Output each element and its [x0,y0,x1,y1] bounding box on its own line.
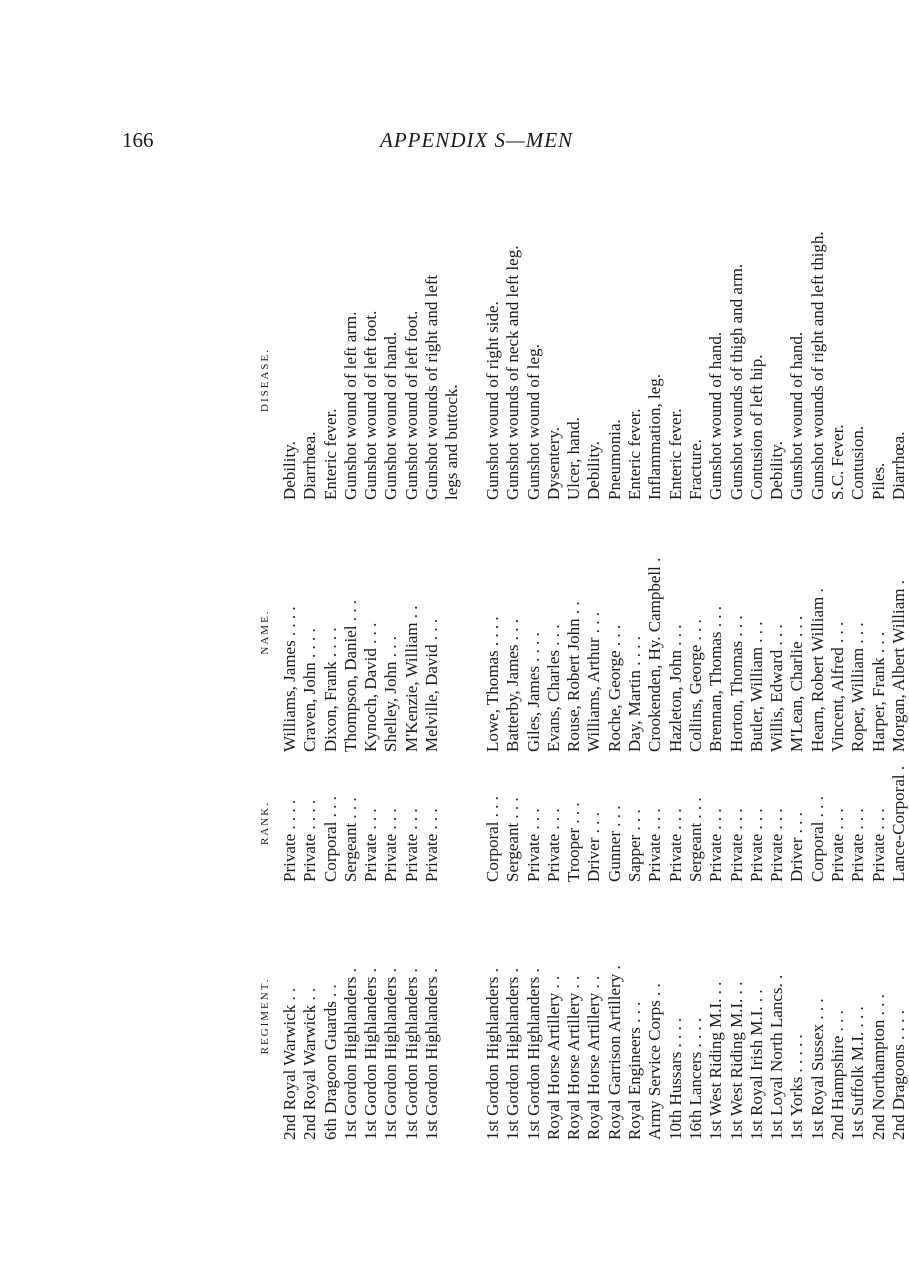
regiment-cell: 1st Gordon Highlanders . [523,968,543,1140]
rank-cell: Private . . . [543,808,563,882]
rank-cell: Lance-Corporal . [888,765,908,882]
disease-cell: Ulcer, hand. [564,417,584,500]
regiment-cell: 1st Suffolk M.I. . . . [848,1006,868,1140]
disease-cell: legs and buttock. [442,384,462,500]
regiment-cell: 2nd Dragoons . . . . [888,1010,908,1140]
disease-cell: Gunshot wounds of thigh and arm. [726,263,746,500]
name-cell [442,512,462,752]
name-cell: Lowe, Thomas . . . . [482,616,502,752]
name-cell: Craven, John . . . . [300,628,320,752]
regiment-cell: 1st Royal Sussex . . . [807,998,827,1140]
regiment-cell: 2nd Royal Warwick . . [300,987,320,1140]
disease-cell: Enteric fever. [320,408,340,500]
disease-cell: Gunshot wound of left foot. [401,310,421,500]
regiment-cell: Army Service Corps . . [645,983,665,1140]
name-cell: Giles, James . . . . [523,632,543,752]
disease-cell: Gunshot wound of left arm. [340,311,360,500]
name-cell: Collins, George . . . [685,619,705,752]
disease-cell: Gunshot wounds of right and left thigh. [807,231,827,500]
disease-cell: Enteric fever. [665,408,685,500]
rank-cell: Private . . . [665,808,685,882]
regiment-cell: 1st Gordon Highlanders . [422,968,442,1140]
disease-cell: Gunshot wounds of right and left [422,274,442,500]
rank-cell: Driver . . . [584,812,604,882]
name-cell: Roper, William . . . [848,622,868,752]
rank-cell: Corporal . . . [482,796,502,882]
rank-column [250,764,909,882]
regiment-cell: 10th Hussars . . . . [665,1017,685,1140]
name-cell: Dixon, Frank . . . . [320,627,340,752]
disease-cell: Enteric fever. [625,408,645,500]
rank-cell: Private . . . [746,808,766,882]
regiment-cell: 1st Royal Irish M.I. . . [746,989,766,1140]
regiment-column [250,892,909,1140]
regiment-cell: 1st Gordon Highlanders . [361,968,381,1140]
regiment-cell: 6th Dragoon Guards . . [320,984,340,1140]
name-cell: Batterby, James . . . [503,619,523,752]
regiment-cell: 1st Loyal North Lancs. . [767,974,787,1140]
disease-cell: Gunshot wound of leg. [523,344,543,500]
disease-header: DISEASE. [259,348,271,412]
disease-cell: Gunshot wound of hand. [787,331,807,500]
group-gap [463,512,483,752]
disease-cell: Gunshot wound of left foot. [361,310,381,500]
casualty-table [250,231,908,1140]
name-cell: Evans, Charles . . . [543,624,563,752]
disease-cell: Piles. [868,462,888,500]
rank-cell: Driver . . . [787,812,807,882]
regiment-cell: 2nd Royal Warwick . . [280,987,299,1140]
regiment-cell: 2nd Northampton . . . [868,994,888,1140]
rank-cell [442,764,462,882]
name-cell: Rouse, Robert John . . [564,601,584,752]
regiment-cell: 1st West Riding M.I. . . [706,981,726,1140]
regiment-cell: 2nd Hampshire . . . [828,1010,848,1140]
rank-cell: Private . . . . [280,799,299,882]
regiment-cell [442,892,462,1140]
name-cell: Kynoch, David . . . [361,622,381,752]
rank-cell: Private . . . [381,808,401,882]
name-cell: M'Kenzie, William . . [401,605,421,752]
name-cell: Melville, David . . . [422,618,442,752]
name-cell: Roche, George . . . [604,624,624,752]
rank-cell: Trooper . . . [564,802,584,882]
disease-cell: Gunshot wounds of neck and left leg. [503,245,523,500]
rank-cell: Private . . . [401,808,421,882]
rank-cell: Private . . . [767,808,787,882]
running-title: APPENDIX S—MEN [380,128,574,152]
disease-cell: Gunshot wound of hand. [706,331,726,500]
rank-cell: Sergeant . . . [685,797,705,882]
rank-cell: Corporal . . . [320,796,340,882]
disease-cell: Inflammation, leg. [645,373,665,500]
page-number: 166 [122,128,154,152]
regiment-cell: 16th Lancers . . . . [685,1017,705,1140]
group-gap [463,892,483,1140]
disease-cell: Contusion of left hip. [746,354,766,500]
disease-column [250,231,909,500]
regiment-cell: 1st Gordon Highlanders . [482,968,502,1140]
name-cell: Willis, Edward . . . [767,624,787,752]
disease-cell: Fracture. [685,439,705,500]
disease-cell: Contusion. [848,425,868,500]
disease-cell: S.C. Fever. [828,424,848,500]
rank-cell: Sapper . . . [625,809,645,882]
rank-cell: Private . . . [645,808,665,882]
regiment-cell: 1st Gordon Highlanders . [401,968,421,1140]
name-cell: Horton, Thomas . . . [726,615,746,752]
regiment-cell: 1st West Riding M.I. . . [726,981,746,1140]
rank-cell: Private . . . [706,808,726,882]
disease-cell: Pneumonia. [604,419,624,500]
rank-cell: Private . . . [422,808,442,882]
rank-cell: Corporal . . . [807,796,827,882]
name-cell: Day, Martin . . . . [625,636,645,752]
rank-cell: Private . . . [848,808,868,882]
regiment-cell: Royal Horse Artillery . . [564,975,584,1140]
regiment-cell: Royal Engineers . . . [625,1001,645,1140]
name-cell: Thompson, Daniel . . . [340,599,360,752]
rank-cell: Sergeant . . . [340,797,360,882]
regiment-cell: Royal Horse Artillery . . [543,975,563,1140]
name-header: NAME. [259,609,271,655]
name-cell: Vincent, Alfred . . . [828,621,848,752]
rank-cell: Private . . . [726,808,746,882]
name-column [250,512,909,752]
group-gap [463,764,483,882]
name-cell: Williams, James . . . . [280,606,299,752]
group-gap [463,260,483,500]
disease-cell: Gunshot wound of right side. [482,301,502,500]
disease-cell: Debility. [280,441,299,500]
regiment-cell: 1st Gordon Highlanders . [381,968,401,1140]
disease-cell: Gunshot wound of hand. [381,331,401,500]
name-cell: Hearn, Robert William . [807,588,827,752]
regiment-cell: 1st Yorks . . . . . [787,1034,807,1140]
disease-cell: Debility. [767,441,787,500]
rank-cell: Private . . . [361,808,381,882]
name-cell: Harper, Frank . . . [868,631,888,752]
rank-cell: Sergeant . . . [503,797,523,882]
disease-cell: Diarrhœa. [888,431,908,500]
rank-cell: Private . . . [523,808,543,882]
name-cell: Shelley, John . . . [381,635,401,752]
name-cell: Crookenden, Hy. Campbell . [645,557,665,752]
regiment-cell: Royal Garrison Artillery . [604,965,624,1140]
name-cell: M'Lean, Charlie . . . [787,615,807,752]
rank-cell: Private . . . . [300,799,320,882]
rank-cell: Gunner . . . [604,805,624,882]
name-cell: Williams, Arthur . . . [584,611,604,752]
disease-cell: Diarrhœa. [300,431,320,500]
name-cell: Butler, William . . . [746,621,766,752]
rank-cell: Private . . . [828,808,848,882]
rank-header: RANK. [259,801,271,845]
name-cell: Hazleton, John . . . [665,624,685,752]
regiment-cell: 1st Gordon Highlanders . [503,968,523,1140]
rank-cell: Private . . . [868,808,888,882]
disease-cell: Debility. [584,441,604,500]
regiment-cell: Royal Horse Artillery . . [584,975,604,1140]
regiment-header: REGIMENT. [259,977,271,1055]
name-cell: Morgan, Albert William . [888,580,908,752]
disease-cell: Dysentery. [543,426,563,500]
regiment-cell: 1st Gordon Highlanders . [340,968,360,1140]
name-cell: Brennan, Thomas . . . [706,605,726,752]
